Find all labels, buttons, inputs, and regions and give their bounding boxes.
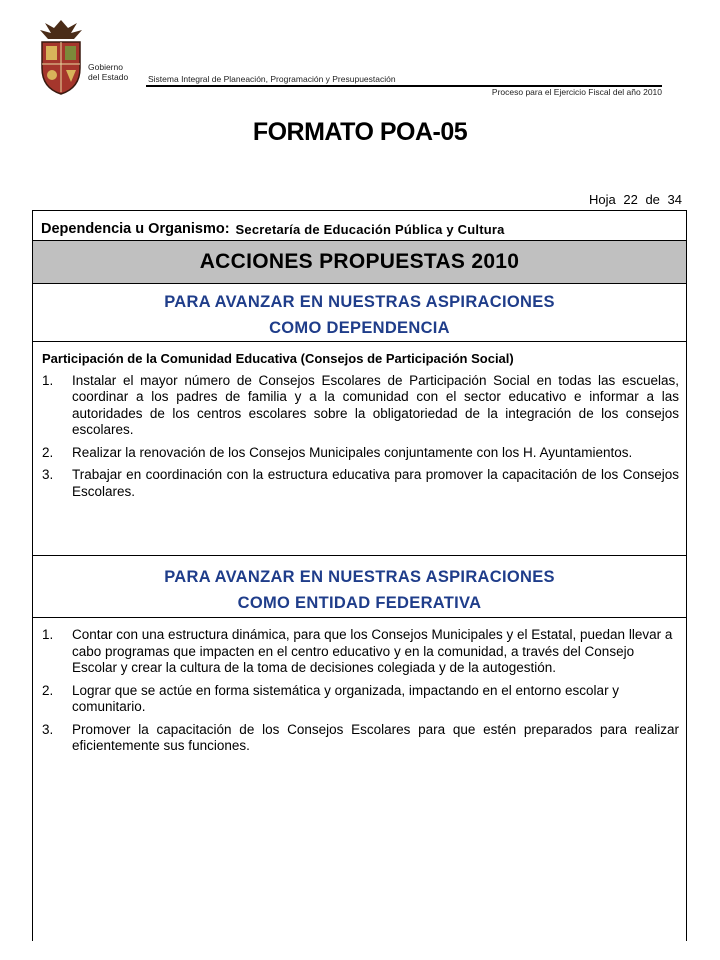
list-item [42, 722, 679, 755]
sheet-of: de [645, 192, 660, 207]
section1-heading [33, 284, 686, 342]
list-item-number: 3. [42, 721, 54, 737]
section2-heading-line2: COMO ENTIDAD FEDERATIVA [237, 594, 482, 612]
list-item-number: 1. [42, 627, 54, 642]
sheet-counter [585, 192, 682, 207]
sheet-current: 22 [623, 192, 638, 207]
section1-heading-line2: COMO DEPENDENCIA [269, 319, 450, 337]
page-title: FORMATO POA-05 [252, 118, 468, 146]
list-item-text: Instalar el mayor número de Consejos Escolares de Participación Social en todas las escuelas, coordinar a los padres de familia y a la comunidad con el sector educativo e informar a las autoridades de los centros escolares sobre la obligatoriedad de la integración de los consejos escolares. [72, 372, 679, 437]
list-item [42, 467, 679, 500]
list-item [42, 627, 679, 677]
government-label-line1: Gobierno [88, 62, 123, 72]
list-item-text: Contar con una estructura dinámica, para que los Consejos Municipales y el Estatal, puedan llevar a cabo programas que impacten en el centro educativo y en la comunidad, a través del Consejo Escolar y crear la cultura de la toma de decisiones colegiada y de la autogestión. [72, 627, 673, 675]
dependency-value: Secretaría de Educación Pública y Cultura [235, 222, 505, 237]
list-item [42, 373, 679, 439]
section2-body [33, 618, 686, 755]
sheet-total: 34 [667, 192, 682, 207]
section2-heading [33, 556, 686, 618]
state-seal-icon [36, 18, 86, 96]
list-item-text: Lograr que se actúe en forma sistemática y organizada, impactando en el entorno escolar y comunitario. [72, 682, 620, 714]
list-item-text: Realizar la renovación de los Consejos Municipales conjuntamente con los H. Ayuntamientos. [72, 444, 633, 460]
poa-form [32, 210, 687, 941]
list-item [42, 683, 679, 716]
list-item [42, 445, 679, 462]
dependency-row [33, 211, 686, 241]
list-item-text: Promover la capacitación de los Consejos Escolares para que estén preparados para realizar eficientemente sus funciones. [72, 721, 679, 753]
section1-subheading: Participación de la Comunidad Educativa (Consejos de Participación Social) [42, 351, 514, 366]
process-label: Proceso para el Ejercicio Fiscal del año 2010 [491, 87, 662, 97]
section1-heading-line1: PARA AVANZAR EN NUESTRAS ASPIRACIONES [164, 293, 555, 311]
sheet-label: Hoja [588, 192, 616, 207]
government-label [88, 62, 128, 82]
list-item-text: Trabajar en coordinación con la estructura educativa para promover la capacitación de los Consejos Escolares. [72, 467, 679, 499]
section2-heading-line1: PARA AVANZAR EN NUESTRAS ASPIRACIONES [164, 568, 555, 586]
list-item-number: 2. [42, 444, 54, 460]
list-item-number: 3. [42, 467, 54, 482]
government-label-line2: del Estado [88, 72, 129, 82]
list-item-number: 2. [42, 682, 54, 698]
section1-body [33, 342, 686, 556]
system-title: Sistema Integral de Planeación, Programación y Presupuestación [148, 74, 396, 84]
actions-title: ACCIONES PROPUESTAS 2010 [33, 241, 686, 284]
dependency-label: Dependencia u Organismo: [41, 221, 230, 237]
list-item-number: 1. [42, 372, 54, 388]
